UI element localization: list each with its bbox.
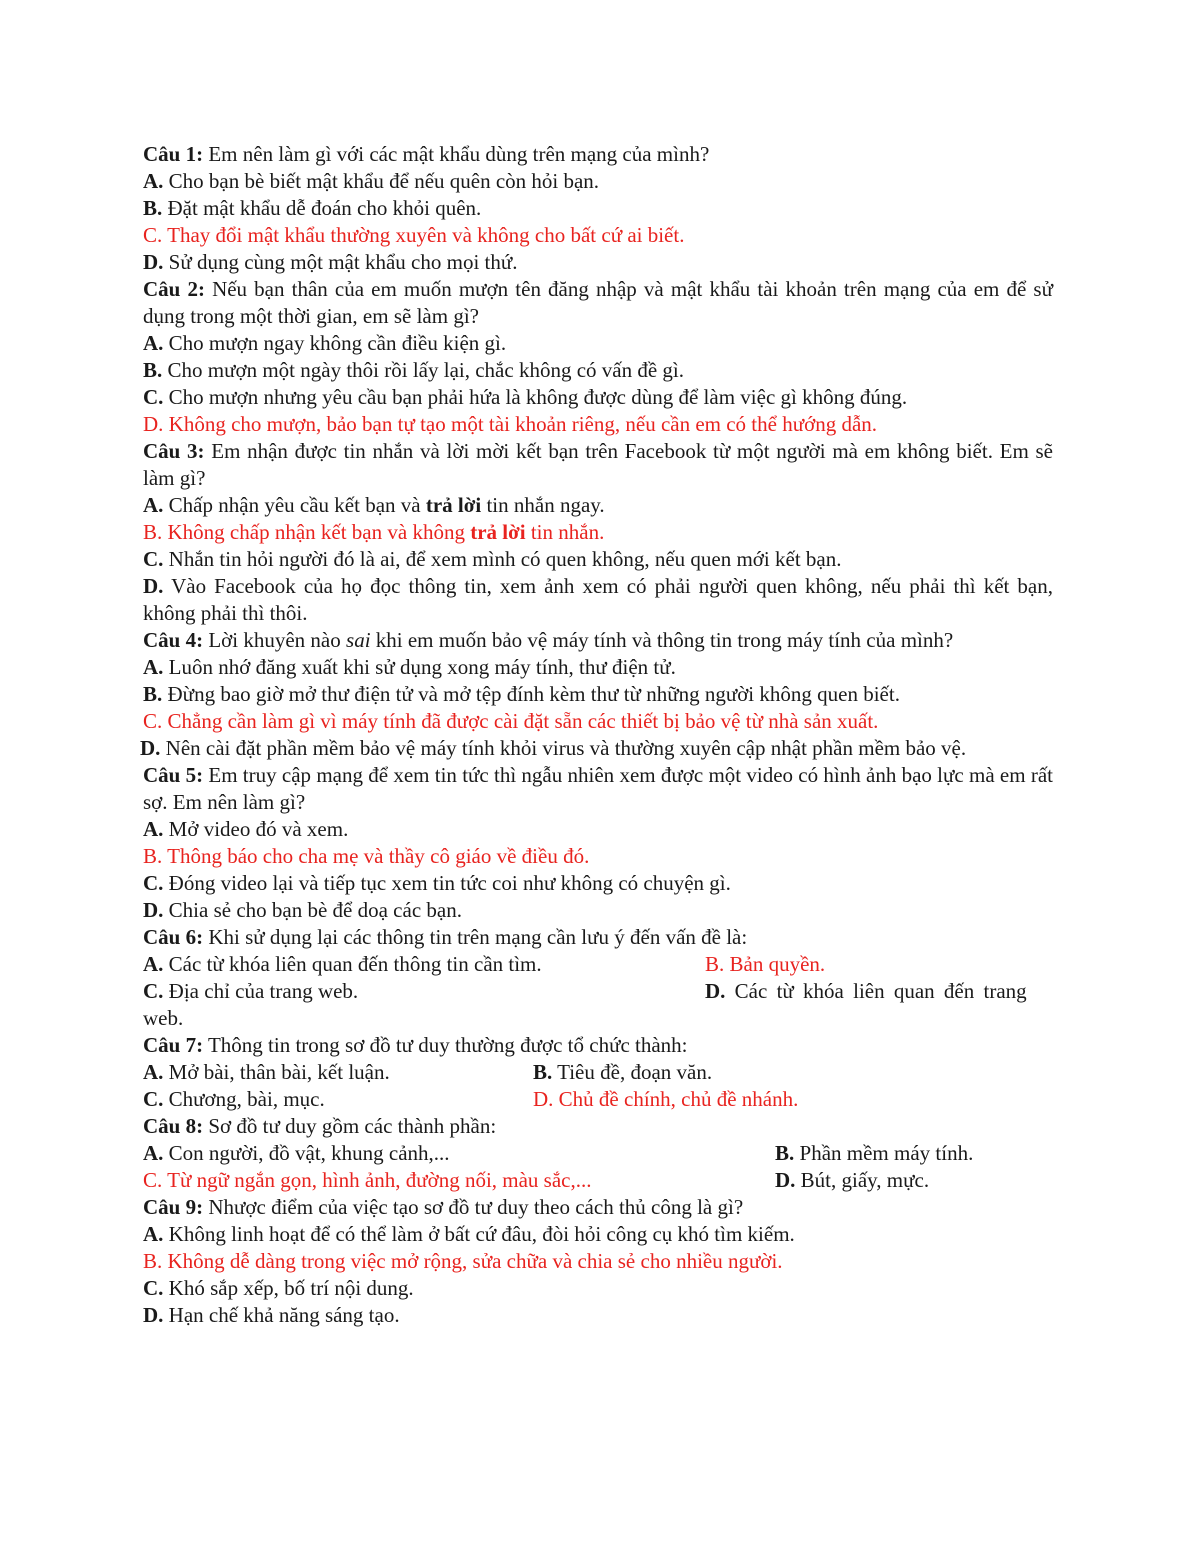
option-text: Nhắn tin hỏi người đó là ai, để xem mình có quen không, nếu quen mới kết bạn.: [163, 547, 842, 571]
question-label: Câu 2:: [143, 277, 205, 301]
option-text: Chương, bài, mục.: [163, 1087, 325, 1111]
question-text: Sơ đồ tư duy gồm các thành phần:: [203, 1114, 497, 1138]
question-italic-text: sai: [346, 628, 371, 652]
option-letter: C.: [143, 1276, 164, 1300]
option-text: Chẳng cần làm gì vì máy tính đã được cài đặt sẵn các thiết bị bảo vệ từ nhà sản xuất.: [162, 709, 879, 733]
question-9: [143, 1194, 1053, 1221]
option-3d: [143, 573, 1053, 627]
option-7a: [143, 1059, 533, 1086]
option-5c: [143, 870, 1053, 897]
option-text: web.: [143, 1006, 184, 1030]
option-letter: C.: [143, 871, 164, 895]
option-text: Cho mượn một ngày thôi rồi lấy lại, chắc không có vấn đề gì.: [162, 358, 684, 382]
option-letter: D.: [775, 1168, 796, 1192]
option-text: Thay đổi mật khẩu thường xuyên và không cho bất cứ ai biết.: [162, 223, 685, 247]
question-text: Thông tin trong sơ đồ tư duy thường được tổ chức thành:: [203, 1033, 688, 1057]
option-text: Vào Facebook của họ đọc thông tin, xem ảnh xem có phải người quen không, nếu phải thì kết bạn, không phải thì thôi.: [143, 574, 1053, 625]
option-text: Mở bài, thân bài, kết luận.: [163, 1060, 390, 1084]
option-text: Không linh hoạt để có thể làm ở bất cứ đâu, đòi hỏi công cụ khó tìm kiếm.: [163, 1222, 795, 1246]
option-text: Luôn nhớ đăng xuất khi sử dụng xong máy tính, thư điện tử.: [163, 655, 676, 679]
option-text: Cho mượn ngay không cần điều kiện gì.: [163, 331, 507, 355]
question-text: Em truy cập mạng để xem tin tức thì ngẫu nhiên xem được một video có hình ảnh bạo lực mà em rất sợ. Em nên làm gì?: [143, 763, 1053, 814]
option-text: Phần mềm máy tính.: [794, 1141, 974, 1165]
option-6a: [143, 951, 705, 978]
option-letter: D.: [143, 1303, 164, 1327]
question-label: Câu 8:: [143, 1114, 204, 1138]
option-5b-correct: [143, 843, 1053, 870]
option-bold-text: trả lời: [470, 520, 526, 544]
question-text: Lời khuyên nào: [203, 628, 347, 652]
option-4c-correct: [143, 708, 1053, 735]
option-text: Đóng video lại và tiếp tục xem tin tức coi như không có chuyện gì.: [163, 871, 731, 895]
option-letter: A.: [143, 1222, 164, 1246]
option-text: Nên cài đặt phần mềm bảo vệ máy tính khỏi virus và thường xuyên cập nhật phần mềm bảo vệ.: [160, 736, 967, 760]
option-text: Bản quyền.: [724, 952, 826, 976]
option-letter: B.: [775, 1141, 795, 1165]
option-text: Không dễ dàng trong việc mở rộng, sửa chữa và chia sẻ cho nhiều người.: [162, 1249, 783, 1273]
options-row-8ab: [143, 1140, 1053, 1167]
option-text: Các từ khóa liên quan đến trang: [725, 979, 1027, 1003]
question-label: Câu 4:: [143, 628, 204, 652]
option-letter: A.: [143, 1060, 164, 1084]
option-letter: D.: [705, 979, 726, 1003]
options-row-6cd: [143, 978, 1053, 1005]
option-text: Chia sẻ cho bạn bè để doạ các bạn.: [163, 898, 462, 922]
option-9d: [143, 1302, 1053, 1329]
question-text: khi em muốn bảo vệ máy tính và thông tin trong máy tính của mình?: [370, 628, 954, 652]
question-label: Câu 6:: [143, 925, 204, 949]
question-2: [143, 276, 1053, 330]
options-row-8cd: [143, 1167, 1053, 1194]
option-letter: B.: [143, 1249, 163, 1273]
option-3c: [143, 546, 1053, 573]
option-letter: C.: [143, 547, 164, 571]
option-letter: B.: [143, 682, 163, 706]
option-letter: B.: [143, 844, 163, 868]
option-letter: C.: [143, 223, 163, 247]
option-6d-continued: [143, 1005, 1053, 1032]
option-7b: [533, 1059, 712, 1086]
question-text: Nếu bạn thân của em muốn mượn tên đăng nhập và mật khẩu tài khoản trên mạng của em để sử dụng trong một thời gian, em sẽ làm gì?: [143, 277, 1053, 328]
option-8b: [775, 1140, 973, 1167]
question-1: [143, 141, 1053, 168]
option-4a: [143, 654, 1053, 681]
question-7: [143, 1032, 1053, 1059]
question-4: [143, 627, 1053, 654]
option-5d: [143, 897, 1053, 924]
option-text: tin nhắn ngay.: [481, 493, 605, 517]
option-text: Chấp nhận yêu cầu kết bạn và: [163, 493, 426, 517]
option-2a: [143, 330, 1053, 357]
option-2c: [143, 384, 1053, 411]
question-text: Em nên làm gì với các mật khẩu dùng trên mạng của mình?: [203, 142, 710, 166]
option-letter: A.: [143, 952, 164, 976]
option-letter: D.: [143, 574, 164, 598]
question-label: Câu 1:: [143, 142, 204, 166]
option-letter: B.: [533, 1060, 553, 1084]
option-text: Từ ngữ ngắn gọn, hình ảnh, đường nối, màu sắc,...: [162, 1168, 592, 1192]
option-text: tin nhắn.: [525, 520, 605, 544]
option-letter: C.: [143, 1168, 163, 1192]
option-letter: D.: [140, 736, 161, 760]
option-text: Đừng bao giờ mở thư điện tử và mở tệp đính kèm thư từ những người không quen biết.: [162, 682, 900, 706]
option-text: Địa chỉ của trang web.: [163, 979, 359, 1003]
option-text: Chủ đề chính, chủ đề nhánh.: [553, 1087, 799, 1111]
option-letter: B.: [705, 952, 725, 976]
option-8c-correct: [143, 1167, 775, 1194]
option-2d-correct: [143, 411, 1053, 438]
option-6b-correct: [705, 951, 825, 978]
question-text: Nhược điểm của việc tạo sơ đồ tư duy theo cách thủ công là gì?: [203, 1195, 744, 1219]
option-text: Sử dụng cùng một mật khẩu cho mọi thứ.: [163, 250, 518, 274]
option-letter: D.: [143, 250, 164, 274]
option-text: Không cho mượn, bảo bạn tự tạo một tài khoản riêng, nếu cần em có thể hướng dẫn.: [163, 412, 878, 436]
option-bold-text: trả lời: [425, 493, 482, 517]
option-7c: [143, 1086, 533, 1113]
option-letter: C.: [143, 979, 164, 1003]
option-letter: B.: [143, 520, 163, 544]
option-letter: D.: [143, 898, 164, 922]
question-8: [143, 1113, 1053, 1140]
option-6c: [143, 978, 705, 1005]
option-1b: [143, 195, 1053, 222]
option-letter: C.: [143, 1087, 164, 1111]
question-text: Khi sử dụng lại các thông tin trên mạng cần lưu ý đến vấn đề là:: [203, 925, 748, 949]
question-text: Em nhận được tin nhắn và lời mời kết bạn trên Facebook từ một người mà em không biết. Em sẽ làm gì?: [143, 439, 1054, 490]
option-text: Khó sắp xếp, bố trí nội dung.: [163, 1276, 414, 1300]
option-text: Cho bạn bè biết mật khẩu để nếu quên còn hỏi bạn.: [163, 169, 600, 193]
quiz-document: [140, 141, 1054, 1329]
option-5a: [143, 816, 1053, 843]
option-3b-correct: [143, 519, 1053, 546]
option-text: Không chấp nhận kết bạn và không: [162, 520, 471, 544]
option-letter: A.: [143, 331, 164, 355]
option-4b: [143, 681, 1053, 708]
option-text: Thông báo cho cha mẹ và thầy cô giáo về điều đó.: [162, 844, 590, 868]
option-text: Mở video đó và xem.: [163, 817, 349, 841]
option-letter: B.: [143, 358, 163, 382]
option-letter: B.: [143, 196, 163, 220]
option-text: Con người, đồ vật, khung cảnh,...: [163, 1141, 450, 1165]
option-8d: [775, 1167, 929, 1194]
option-2b: [143, 357, 1053, 384]
question-label: Câu 3:: [143, 439, 205, 463]
question-label: Câu 5:: [143, 763, 204, 787]
question-label: Câu 9:: [143, 1195, 204, 1219]
question-6: [143, 924, 1053, 951]
option-1a: [143, 168, 1053, 195]
option-letter: D.: [533, 1087, 554, 1111]
option-letter: C.: [143, 385, 164, 409]
option-3a: [143, 492, 1053, 519]
option-1c-correct: [143, 222, 1053, 249]
option-7d-correct: [533, 1086, 798, 1113]
option-9a: [143, 1221, 1053, 1248]
option-letter: A.: [143, 493, 164, 517]
option-letter: D.: [143, 412, 164, 436]
options-row-7cd: [143, 1086, 1053, 1113]
option-4d: [140, 735, 1053, 762]
option-letter: A.: [143, 169, 164, 193]
option-letter: A.: [143, 655, 164, 679]
question-5: [143, 762, 1053, 816]
option-9c: [143, 1275, 1053, 1302]
option-letter: A.: [143, 1141, 164, 1165]
option-1d: [143, 249, 1053, 276]
options-row-6ab: [143, 951, 1053, 978]
option-text: Hạn chế khả năng sáng tạo.: [163, 1303, 400, 1327]
option-8a: [143, 1140, 775, 1167]
options-row-7ab: [143, 1059, 1053, 1086]
option-letter: C.: [143, 709, 163, 733]
question-label: Câu 7:: [143, 1033, 204, 1057]
option-text: Đặt mật khẩu dễ đoán cho khỏi quên.: [162, 196, 482, 220]
option-text: Tiêu đề, đoạn văn.: [552, 1060, 713, 1084]
option-6d: [705, 978, 1027, 1005]
option-letter: A.: [143, 817, 164, 841]
question-3: [143, 438, 1053, 492]
option-text: Các từ khóa liên quan đến thông tin cần tìm.: [163, 952, 542, 976]
option-text: Cho mượn nhưng yêu cầu bạn phải hứa là không được dùng để làm việc gì không đúng.: [163, 385, 908, 409]
option-text: Bút, giấy, mực.: [795, 1168, 930, 1192]
option-9b-correct: [143, 1248, 1053, 1275]
